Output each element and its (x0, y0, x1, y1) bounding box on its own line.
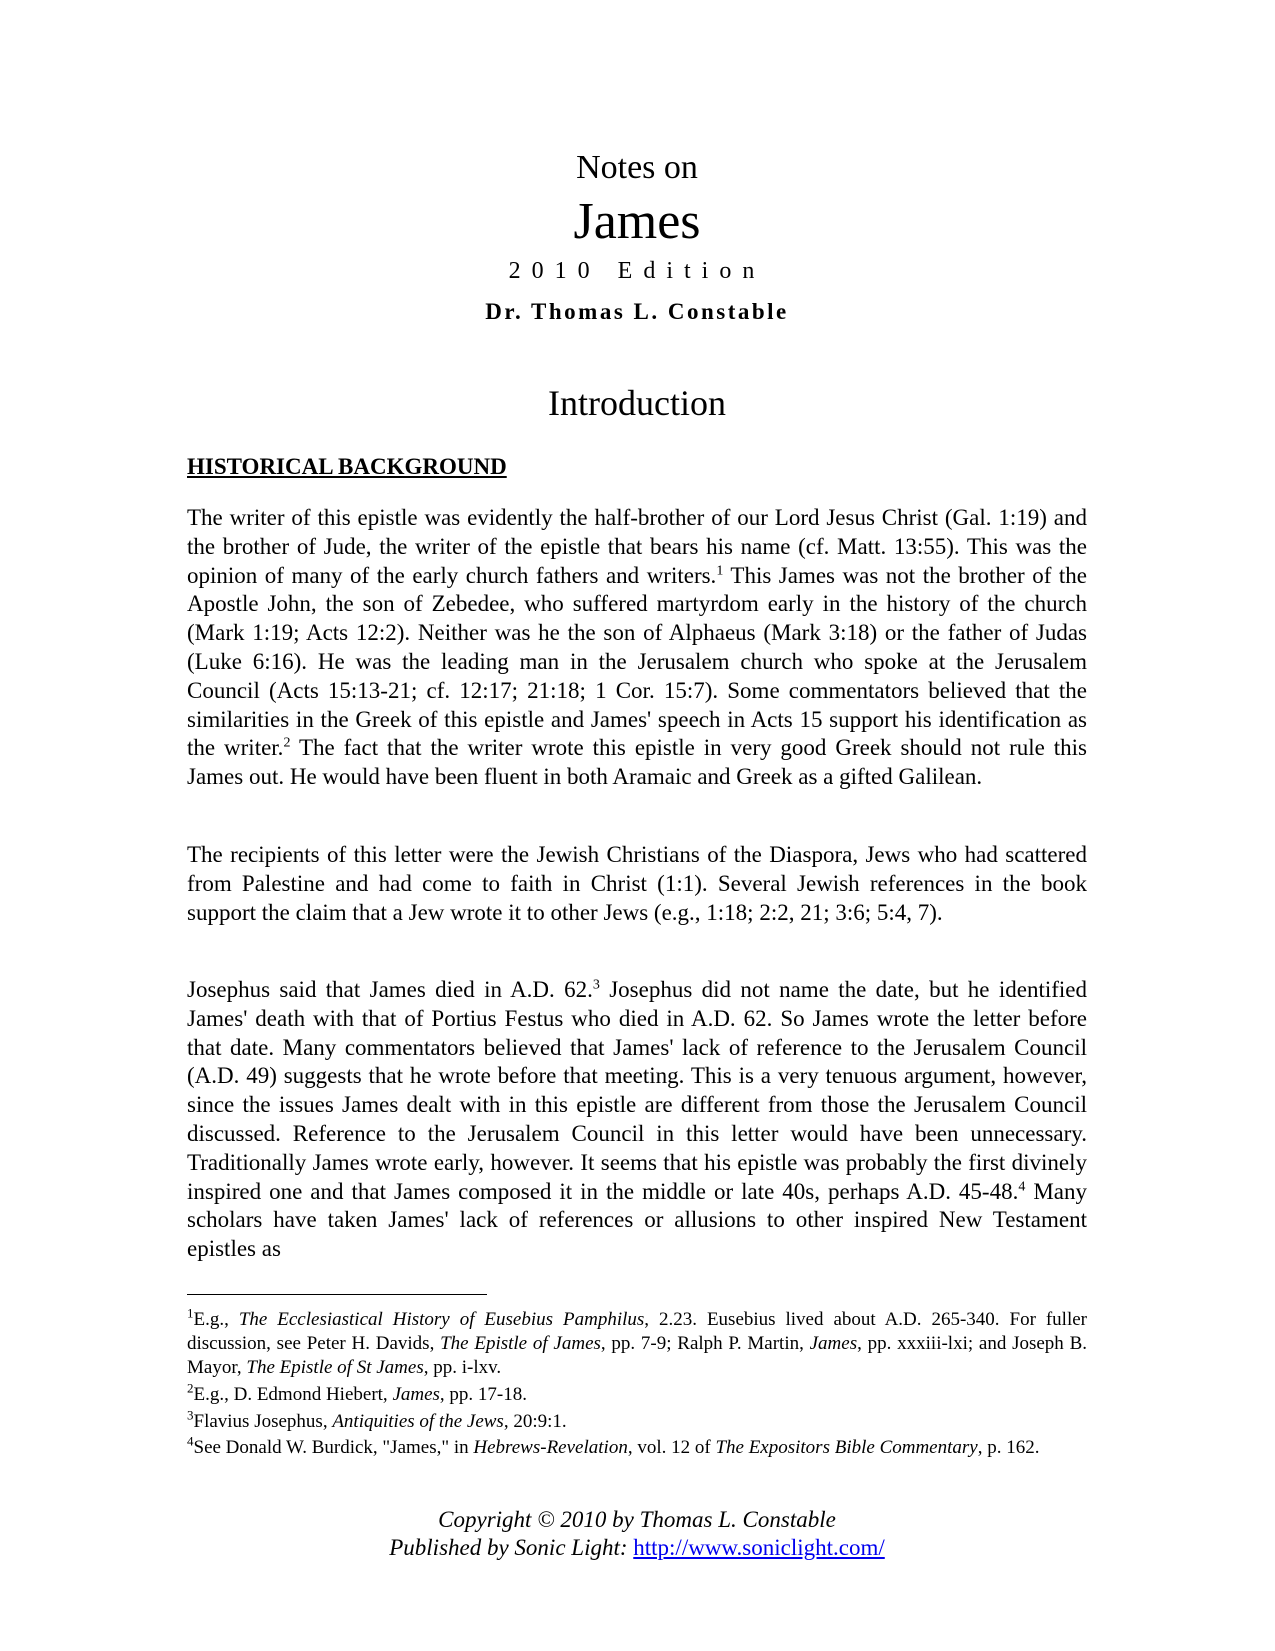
book-title: James (573, 193, 701, 250)
copyright-line: Copyright © 2010 by Thomas L. Constable (438, 1507, 836, 1532)
footnote: $^4$See Donald W. Burdick, "James," in Hebrews-Revelation, vol. 12 of The Expositors Bible Commentary, p. 162. (187, 1433, 1040, 1458)
title-prefix: Notes on (576, 149, 698, 186)
footnote-ref: 1 (716, 562, 724, 578)
footnote: $^1$E.g., The Ecclesiastical History of Eusebius Pamphilus, 2.23. Eusebius lived about A.D. 265-340. For fuller discussion, see Peter H. Davids, The Epistle of James, pp. 7-9; Ralph P. Martin, James, pp. xxxiii-lxi; and Joseph B. Mayor, The Epistle of St James, pp. i-lxv. (187, 1305, 1087, 1378)
footnote: $^3$Flavius Josephus, Antiquities of the Jews, 20:9:1. (187, 1407, 567, 1432)
copyright-footer (187, 1506, 1087, 1562)
section-heading: HISTORICAL BACKGROUND (187, 454, 507, 479)
author-name: Dr. Thomas L. Constable (485, 299, 789, 324)
body-paragraph: The writer of this epistle was evidently the half-brother of our Lord Jesus Christ (Gal. 1:19) and the brother of Jude, the writer of the epistle that bears his name (cf. Matt. 13:55). This was the opinion of many of the early church fathers and writers.$^1$ This James was not the brother of the Apostle John, the son of Zebedee, who suffered martyrdom early in the history of the church (Mark 1:19; Acts 12:2). Neither was he the son of Alphaeus (Mark 3:18) or the father of Judas (Luke 6:16). He was the leading man in the Jerusalem church who spoke at the Jerusalem Council (Acts 15:13-21; cf. 12:17; 21:18; 1 Cor. 15:7). Some commentators believed that the similarities in the Greek of this epistle and James' speech in Acts 15 support his identification as the writer.$^2$ The fact that the writer wrote this epistle in very good Greek should not rule this James out. He would have been fluent in both Aramaic and Greek as a gifted Galilean. (187, 505, 1087, 790)
footnote-ref: 3 (592, 977, 600, 993)
body-paragraph: The recipients of this letter were the Jewish Christians of the Diaspora, Jews who had scattered from Palestine and had come to faith in Christ (1:1). Several Jewish references in the book support the claim that a Jew wrote it to other Jews (e.g., 1:18; 2:2, 21; 3:6; 5:4, 7). (187, 842, 1087, 925)
footnote-ref: 4 (1018, 1178, 1026, 1194)
body-paragraph: Josephus said that James died in A.D. 62.$^3$ Josephus did not name the date, but he identified James' death with that of Portius Festus who died in A.D. 62. So James wrote the letter before that date. Many commentators believed that James' lack of reference to the Jerusalem Council (A.D. 49) suggests that he wrote before that meeting. This is a very tenuous argument, however, since the issues James dealt with in this epistle are different from those the Jerusalem Council discussed. Reference to the Jerusalem Council in this letter would have been unnecessary. Traditionally James wrote early, however. It seems that his epistle was probably the first divinely inspired one and that James composed it in the middle or late 40s, perhaps A.D. 45-48.$^4$ Many scholars have taken James' lack of references or allusions to other inspired New Testament epistles as (187, 977, 1087, 1262)
publisher-line: Published by Sonic Light: http://www.soniclight.com/ (389, 1535, 885, 1560)
edition-label: 2010 Edition (508, 258, 766, 284)
footnote: $^2$E.g., D. Edmond Hiebert, James, pp. 17-18. (187, 1380, 527, 1405)
footnote-divider (187, 1294, 487, 1295)
publisher-link[interactable]: http://www.soniclight.com/ (633, 1535, 885, 1560)
section-title: Introduction (548, 383, 726, 423)
footnote-ref: 2 (283, 735, 291, 751)
